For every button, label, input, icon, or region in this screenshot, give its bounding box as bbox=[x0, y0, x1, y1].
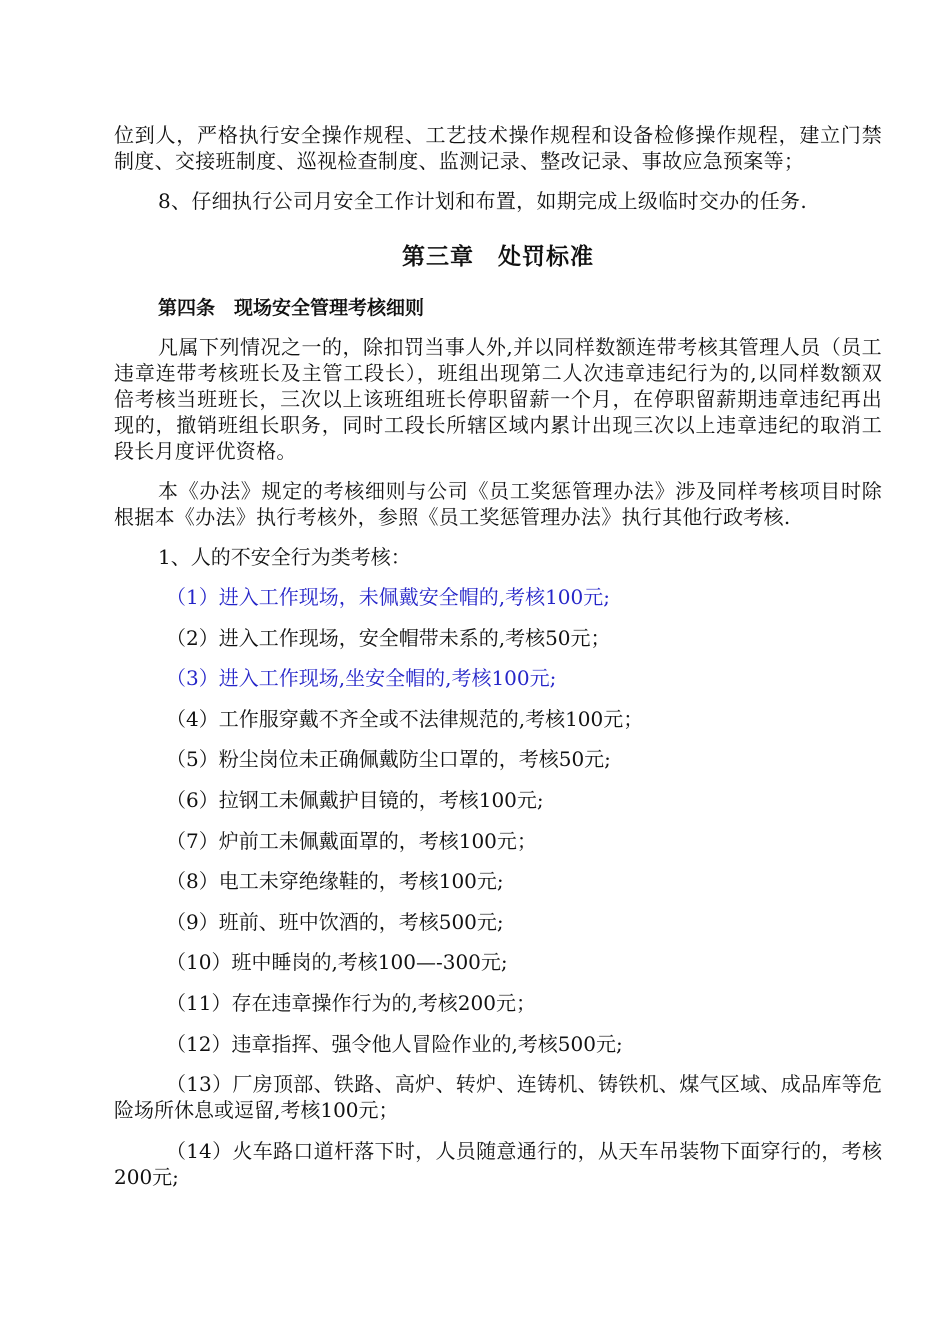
list-item: （13）厂房顶部、铁路、高炉、转炉、连铸机、铸铁机、煤气区域、成品库等危险场所休息或逗留,考核100元； bbox=[114, 1072, 882, 1123]
article-title: 第四条 现场安全管理考核细则 bbox=[158, 297, 425, 319]
list-item: （6）拉钢工未佩戴护目镜的，考核100元; bbox=[166, 787, 544, 812]
list-item: （1）进入工作现场，未佩戴安全帽的,考核100元; bbox=[166, 585, 610, 609]
list-item: （9）班前、班中饮酒的，考核500元; bbox=[166, 909, 504, 934]
item-8-paragraph: 8、仔细执行公司月安全工作计划和布置，如期完成上级临时交办的任务. bbox=[158, 189, 807, 213]
rules-paragraph: 凡属下列情况之一的，除扣罚当事人外,并以同样数额连带考核其管理人员（员工违章连带考核班长及主管工段长），班组出现第二人次违章违纪行为的,以同样数额双倍考核当班班长，三次以上该班组班长停职留薪一个月，在停职留薪期违章违纪再出现的，撤销班组长职务，同时工段长所辖区域内累计出现三次以上违章违纪的取消工段长月度评优资格。 bbox=[114, 335, 882, 463]
chapter-title: 第三章 处罚标准 bbox=[402, 244, 594, 270]
list-heading: 1、人的不安全行为类考核： bbox=[158, 545, 411, 569]
list-item: （14）火车路口道杆落下时，人员随意通行的，从天车吊装物下面穿行的，考核200元; bbox=[114, 1138, 882, 1189]
list-item: （4）工作服穿戴不齐全或不法律规范的,考核100元； bbox=[166, 706, 644, 731]
list-item: （8）电工未穿绝缘鞋的，考核100元; bbox=[166, 869, 504, 894]
list-item: （2）进入工作现场，安全帽带未系的,考核50元； bbox=[166, 625, 611, 650]
penalty-list bbox=[114, 584, 882, 1190]
reference-paragraph: 本《办法》规定的考核细则与公司《员工奖惩管理办法》涉及同样考核项目时除根据本《办法》执行考核外，参照《员工奖惩管理办法》执行其他行政考核. bbox=[114, 479, 882, 529]
list-item: （10）班中睡岗的,考核100—-300元; bbox=[166, 950, 508, 975]
continued-paragraph: 位到人，严格执行安全操作规程、工艺技术操作规程和设备检修操作规程，建立门禁制度、交接班制度、巡视检查制度、监测记录、整改记录、事故应急预案等； bbox=[114, 123, 882, 173]
list-item: （3）进入工作现场,坐安全帽的,考核100元; bbox=[166, 666, 557, 691]
list-item: （12）违章指挥、强令他人冒险作业的,考核500元; bbox=[166, 1031, 623, 1056]
document-body bbox=[114, 122, 882, 1204]
list-item: （5）粉尘岗位未正确佩戴防尘口罩的，考核50元; bbox=[166, 747, 611, 772]
list-item: （11）存在违章操作行为的,考核200元； bbox=[166, 990, 536, 1015]
list-item: （7）炉前工未佩戴面罩的，考核100元； bbox=[166, 828, 537, 853]
